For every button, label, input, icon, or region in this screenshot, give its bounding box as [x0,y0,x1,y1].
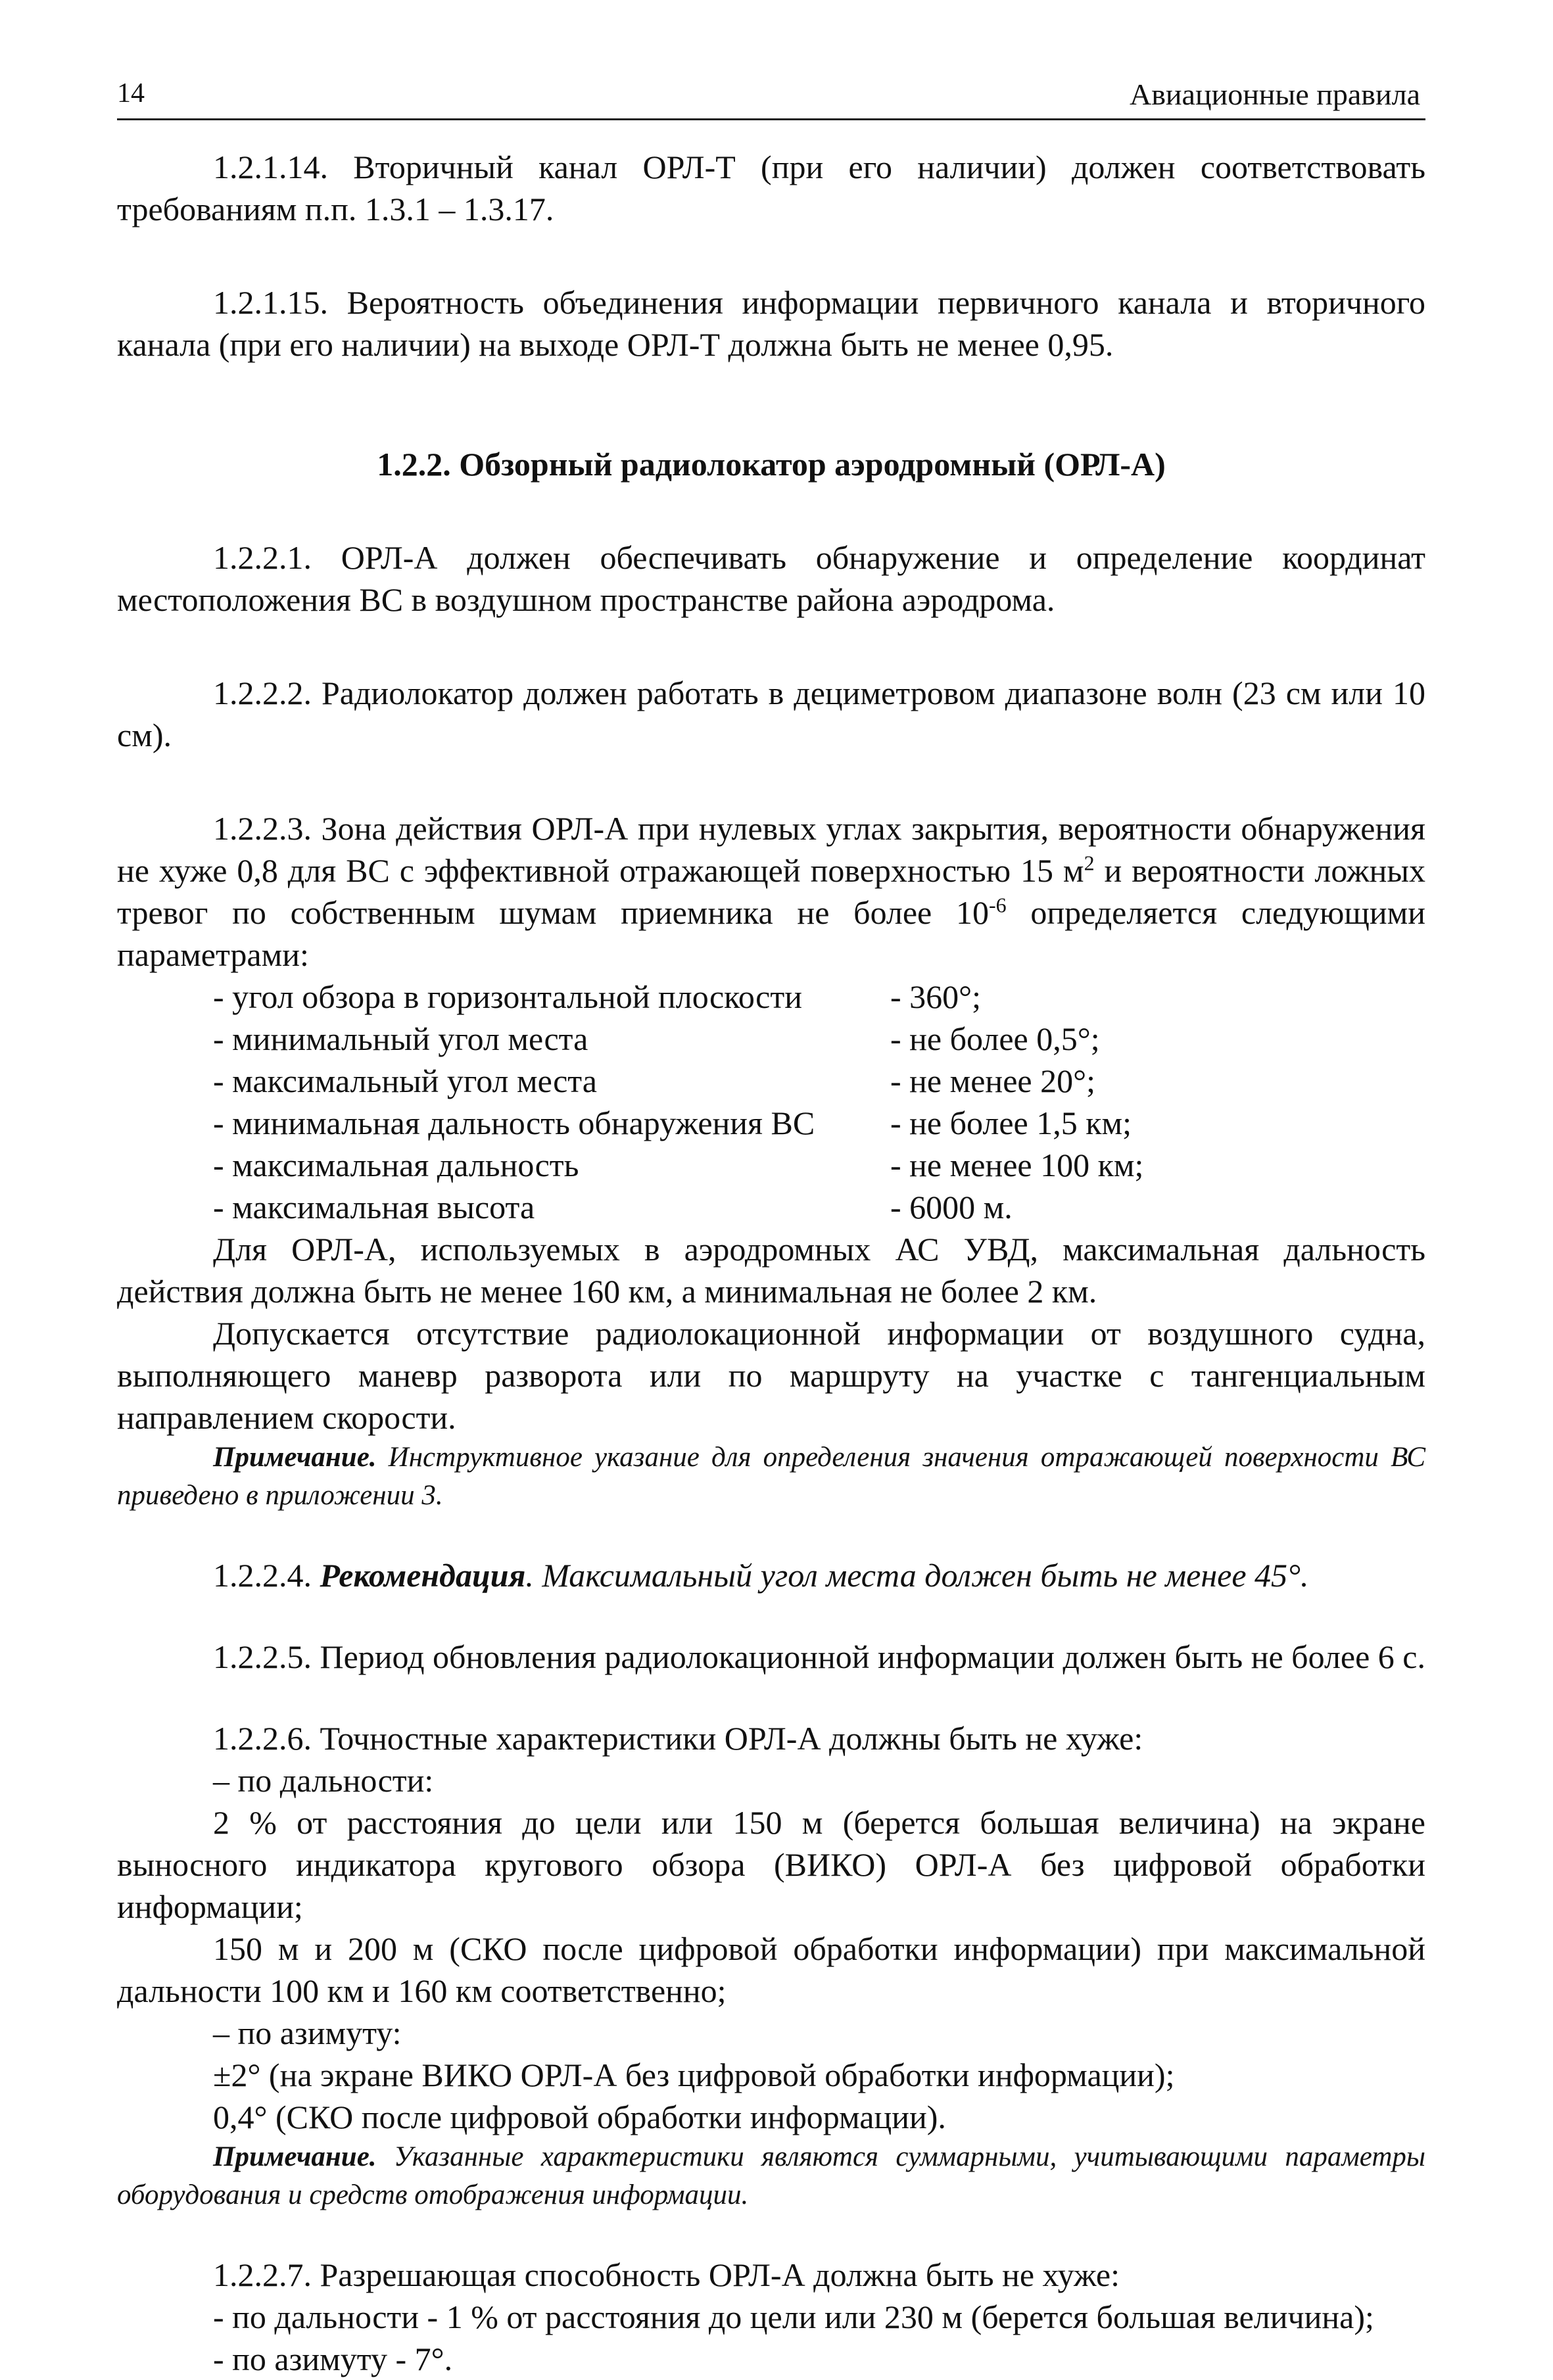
resolution-azimuth: - по азимуту - 7°. [213,2341,453,2377]
paragraph-1-2-2-5: 1.2.2.5. Период обновления радиолокационной информации должен быть не более 6 с. [213,1638,1425,1675]
paragraph-1-2-1-14: 1.2.1.14. Вторичный канал ОРЛ-Т (при его наличии) должен соответствовать требованиям п.п. 1.3.1 – 1.3.17. [117,149,1425,227]
parameter-row: - максимальный угол места - не менее 20°; [213,1062,1095,1099]
accuracy-azimuth-label: – по азимуту: [213,2014,402,2051]
accuracy-range-1: 2 % от расстояния до цели или 150 м (берется большая величина) на экране выносного индикатора кругового обзора (ВИКО) ОРЛ-А без цифровой обработки информации; [117,1804,1425,1925]
accuracy-range-label: – по дальности: [213,1762,434,1799]
parameter-row: - минимальная дальность обнаружения ВС - не более 1,5 км; [213,1105,1132,1141]
recommendation-label: Рекомендация [320,1557,526,1594]
running-title: Авиационные правила [1129,78,1420,111]
paragraph-uvd: Для ОРЛ-А, используемых в аэродромных АС УВД, максимальная дальность действия должна быть не менее 160 км, а минимальная не более 2 км. [117,1231,1425,1310]
accuracy-azimuth-2: 0,4° (СКО после цифровой обработки информации). [213,2099,946,2135]
parameter-row: - максимальная дальность - не менее 100 км; [213,1147,1144,1183]
section-heading: 1.2.2. Обзорный радиолокатор аэродромный (ОРЛ-А) [377,446,1166,483]
paragraph-1-2-2-1: 1.2.2.1. ОРЛ-А должен обеспечивать обнаружение и определение координат местоположения ВС в воздушном пространстве района аэродрома. [117,539,1425,618]
parameters-list [213,976,1425,1228]
paragraph-absence: Допускается отсутствие радиолокационной информации от воздушного судна, выполняющего маневр разворота или по маршруту на участке с тангенциальным направлением скорости. [117,1315,1425,1436]
parameter-row: - максимальная высота - 6000 м. [213,1189,1013,1226]
paragraph-1-2-1-15: 1.2.1.15. Вероятность объединения информации первичного канала и вторичного канала (при его наличии) на выходе ОРЛ-Т должна быть не менее 0,95. [117,284,1425,363]
superscript-exponent: -6 [989,893,1007,917]
accuracy-range-2: 150 м и 200 м (СКО после цифровой обработки информации) при максимальной дальности 100 км и 160 км соответственно; [117,1930,1425,2009]
paragraph-1-2-2-4: 1.2.2.4. Рекомендация. Максимальный угол места должен быть не менее 45°. [213,1557,1309,1594]
page-body [117,146,1425,2380]
note-reflective-surface: Примечание. Инструктивное указание для определения значения отражающей поверхности ВС приведено в приложении 3. [117,1442,1425,1511]
paragraph-1-2-2-3: 1.2.2.3. Зона действия ОРЛ-А при нулевых углах закрытия, вероятности обнаружения не хуже 0,8 для ВС с эффективной отражающей поверхностью 15 $м^2$ и вероятности ложных тревог по собственным шумам приемника не более $10^{-6}$ определяется следующими параметрами: [117,810,1425,973]
paragraph-1-2-2-7: 1.2.2.7. Разрешающая способность ОРЛ-А должна быть не хуже: [213,2256,1120,2293]
parameter-row: - минимальный угол места - не более 0,5°; [213,1020,1100,1057]
superscript-square: 2 [1084,851,1095,875]
paragraph-1-2-2-6: 1.2.2.6. Точностные характеристики ОРЛ-А должны быть не хуже: [213,1720,1143,1757]
page-header [117,74,1425,120]
page-number: 14 [117,78,145,108]
note-summary-characteristics: Примечание. Указанные характеристики являются суммарными, учитывающими параметры оборудования и средств отображения информации. [117,2141,1425,2210]
resolution-range: - по дальности - 1 % от расстояния до цели или 230 м (берется большая величина); [213,2298,1374,2335]
parameter-row: - угол обзора в горизонтальной плоскости - 360°; [213,978,982,1015]
accuracy-azimuth-1: ±2° (на экране ВИКО ОРЛ-А без цифровой обработки информации); [213,2057,1175,2093]
paragraph-1-2-2-2: 1.2.2.2. Радиолокатор должен работать в дециметровом диапазоне волн (23 см или 10 см). [117,675,1425,753]
